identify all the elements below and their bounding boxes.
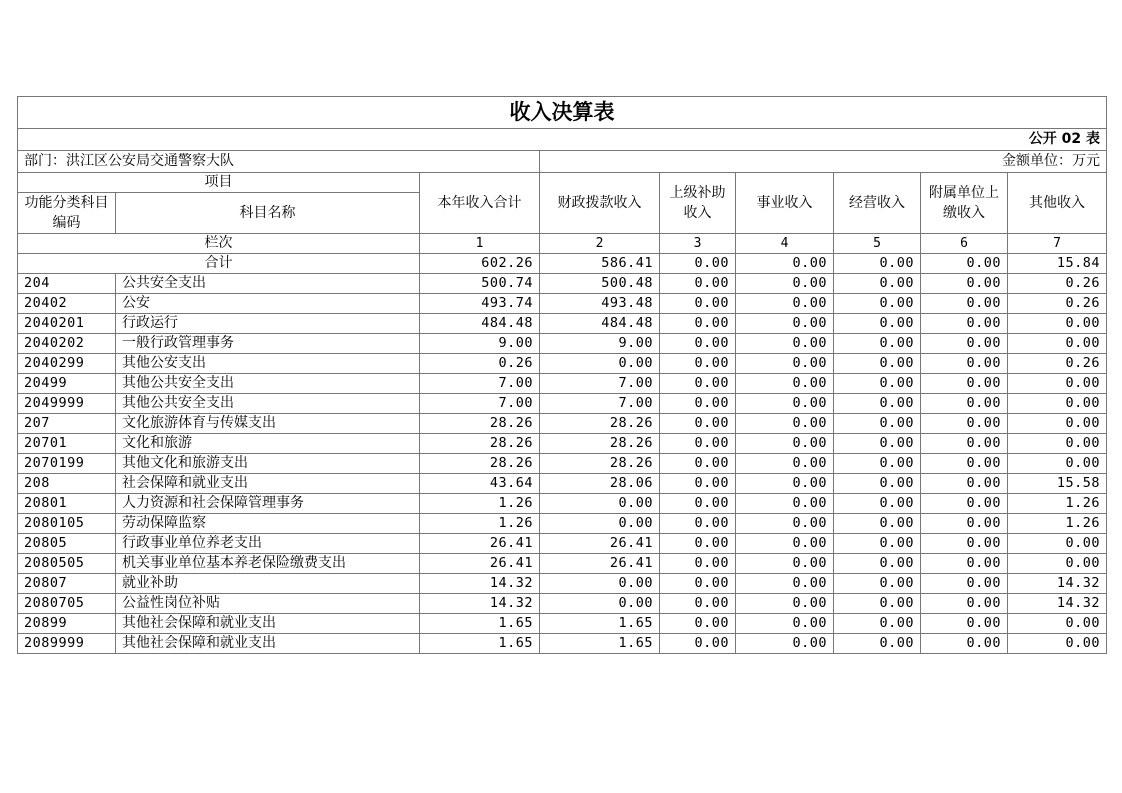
- amount-cell: 43.64: [420, 474, 540, 494]
- amount-cell: 0.00: [834, 374, 921, 394]
- amount-cell: 0.00: [834, 514, 921, 534]
- amount-cell: 7.00: [420, 394, 540, 414]
- amount-cell: 0.00: [834, 334, 921, 354]
- amount-cell: 0.00: [921, 274, 1008, 294]
- amount-cell: 0.26: [1008, 274, 1107, 294]
- amount-cell: 0.00: [736, 314, 834, 334]
- amount-cell: 0.00: [921, 614, 1008, 634]
- amount-cell: 0.00: [1008, 394, 1107, 414]
- table-row: [18, 514, 1107, 534]
- amount-cell: 0.00: [736, 294, 834, 314]
- amount-cell: 0.00: [834, 494, 921, 514]
- subject-name: 行政运行: [116, 314, 420, 334]
- amount-cell: 26.41: [420, 554, 540, 574]
- subject-name: 行政事业单位养老支出: [116, 534, 420, 554]
- amount-cell: 0.00: [1008, 334, 1107, 354]
- amount-cell: 0.00: [736, 434, 834, 454]
- amount-cell: 0.00: [921, 454, 1008, 474]
- table-row: [18, 394, 1107, 414]
- amount-cell: 0.00: [834, 274, 921, 294]
- amount-cell: 0.00: [540, 594, 660, 614]
- column-number: 3: [660, 234, 736, 254]
- amount-cell: 0.00: [1008, 614, 1107, 634]
- table-row: [18, 354, 1107, 374]
- subject-name: 一般行政管理事务: [116, 334, 420, 354]
- subject-name: 其他文化和旅游支出: [116, 454, 420, 474]
- subject-code: 2070199: [18, 454, 116, 474]
- total-row: [18, 254, 1107, 274]
- column-number: 4: [736, 234, 834, 254]
- column-number: 5: [834, 234, 921, 254]
- amount-cell: 0.00: [736, 614, 834, 634]
- subject-code: 20499: [18, 374, 116, 394]
- amount-cell: 0.00: [921, 494, 1008, 514]
- header-other-income: 其他收入: [1008, 173, 1107, 234]
- table-row: [18, 314, 1107, 334]
- header-total-income: 本年收入合计: [420, 173, 540, 234]
- total-label: 合计: [18, 254, 420, 274]
- amount-cell: 0.00: [921, 634, 1008, 654]
- amount-cell: 28.26: [540, 454, 660, 474]
- total-value: 0.00: [736, 254, 834, 274]
- header-fiscal-appropriation: 财政拨款收入: [540, 173, 660, 234]
- amount-cell: 0.00: [921, 474, 1008, 494]
- header-superior-subsidy: 上级补助收入: [660, 173, 736, 234]
- amount-cell: 14.32: [1008, 594, 1107, 614]
- amount-cell: 0.00: [736, 534, 834, 554]
- table-row: [18, 294, 1107, 314]
- amount-cell: 484.48: [540, 314, 660, 334]
- amount-cell: 0.00: [1008, 414, 1107, 434]
- amount-cell: 7.00: [540, 394, 660, 414]
- amount-cell: 0.00: [736, 594, 834, 614]
- amount-cell: 0.00: [921, 594, 1008, 614]
- table-row: [18, 414, 1107, 434]
- amount-cell: 0.00: [660, 614, 736, 634]
- header-subject-name: 科目名称: [116, 193, 420, 234]
- subject-name: 就业补助: [116, 574, 420, 594]
- amount-cell: 0.00: [736, 354, 834, 374]
- amount-cell: 1.65: [540, 614, 660, 634]
- amount-cell: 0.00: [540, 514, 660, 534]
- amount-cell: 15.58: [1008, 474, 1107, 494]
- column-number: 7: [1008, 234, 1107, 254]
- income-table: [17, 96, 1107, 654]
- table-row: [18, 594, 1107, 614]
- unit-label: 金额单位：万元: [540, 151, 1107, 173]
- amount-cell: 0.00: [1008, 374, 1107, 394]
- column-number-label: 栏次: [18, 234, 420, 254]
- amount-cell: 0.00: [921, 534, 1008, 554]
- amount-cell: 0.26: [1008, 354, 1107, 374]
- amount-cell: 0.00: [736, 454, 834, 474]
- amount-cell: 0.00: [660, 374, 736, 394]
- amount-cell: 0.00: [660, 634, 736, 654]
- subject-code: 207: [18, 414, 116, 434]
- table-row: [18, 434, 1107, 454]
- amount-cell: 0.00: [1008, 554, 1107, 574]
- amount-cell: 0.00: [660, 594, 736, 614]
- amount-cell: 0.00: [736, 414, 834, 434]
- subject-code: 20701: [18, 434, 116, 454]
- subject-code: 2049999: [18, 394, 116, 414]
- subject-code: 2080105: [18, 514, 116, 534]
- column-number: 6: [921, 234, 1008, 254]
- amount-cell: 28.26: [540, 434, 660, 454]
- subject-name: 其他社会保障和就业支出: [116, 614, 420, 634]
- table-row: [18, 534, 1107, 554]
- amount-cell: 0.00: [921, 514, 1008, 534]
- income-statement-sheet: [17, 96, 1106, 654]
- subject-name: 文化旅游体育与传媒支出: [116, 414, 420, 434]
- subject-name: 其他公共安全支出: [116, 394, 420, 414]
- total-value: 0.00: [834, 254, 921, 274]
- amount-cell: 1.26: [1008, 494, 1107, 514]
- amount-cell: 0.00: [540, 494, 660, 514]
- amount-cell: 0.00: [834, 394, 921, 414]
- table-row: [18, 334, 1107, 354]
- amount-cell: 0.26: [420, 354, 540, 374]
- amount-cell: 0.00: [834, 574, 921, 594]
- amount-cell: 1.26: [420, 494, 540, 514]
- amount-cell: 1.26: [420, 514, 540, 534]
- subject-name: 文化和旅游: [116, 434, 420, 454]
- header-business-income: 事业收入: [736, 173, 834, 234]
- amount-cell: 0.00: [834, 534, 921, 554]
- amount-cell: 500.74: [420, 274, 540, 294]
- subject-code: 2080705: [18, 594, 116, 614]
- subject-code: 2080505: [18, 554, 116, 574]
- subject-code: 20805: [18, 534, 116, 554]
- amount-cell: 0.00: [736, 334, 834, 354]
- amount-cell: 0.00: [660, 314, 736, 334]
- amount-cell: 500.48: [540, 274, 660, 294]
- total-value: 15.84: [1008, 254, 1107, 274]
- amount-cell: 0.00: [1008, 454, 1107, 474]
- amount-cell: 0.00: [660, 294, 736, 314]
- subject-name: 公安: [116, 294, 420, 314]
- amount-cell: 0.00: [834, 594, 921, 614]
- amount-cell: 0.00: [736, 574, 834, 594]
- amount-cell: 0.00: [540, 574, 660, 594]
- table-row: [18, 494, 1107, 514]
- amount-cell: 0.00: [660, 394, 736, 414]
- total-value: 0.00: [921, 254, 1008, 274]
- amount-cell: 28.26: [420, 434, 540, 454]
- column-number: 1: [420, 234, 540, 254]
- amount-cell: 0.00: [736, 374, 834, 394]
- amount-cell: 0.00: [660, 354, 736, 374]
- amount-cell: 0.00: [834, 294, 921, 314]
- amount-cell: 1.65: [420, 634, 540, 654]
- amount-cell: 0.00: [660, 534, 736, 554]
- subject-name: 其他公安支出: [116, 354, 420, 374]
- amount-cell: 484.48: [420, 314, 540, 334]
- header-affiliated-income: 附属单位上缴收入: [921, 173, 1008, 234]
- amount-cell: 1.65: [540, 634, 660, 654]
- amount-cell: 0.00: [921, 294, 1008, 314]
- department-label: 部门：洪江区公安局交通警察大队: [18, 151, 540, 173]
- amount-cell: 0.00: [660, 274, 736, 294]
- amount-cell: 0.00: [834, 454, 921, 474]
- subject-code: 20801: [18, 494, 116, 514]
- amount-cell: 0.00: [834, 614, 921, 634]
- subject-code: 20899: [18, 614, 116, 634]
- subject-name: 人力资源和社会保障管理事务: [116, 494, 420, 514]
- amount-cell: 14.32: [420, 574, 540, 594]
- amount-cell: 0.00: [921, 354, 1008, 374]
- amount-cell: 0.00: [834, 634, 921, 654]
- subject-name: 社会保障和就业支出: [116, 474, 420, 494]
- amount-cell: 0.00: [1008, 634, 1107, 654]
- amount-cell: 14.32: [420, 594, 540, 614]
- amount-cell: 0.00: [834, 434, 921, 454]
- amount-cell: 0.00: [736, 274, 834, 294]
- column-number: 2: [540, 234, 660, 254]
- amount-cell: 0.00: [660, 574, 736, 594]
- amount-cell: 28.06: [540, 474, 660, 494]
- subject-name: 劳动保障监察: [116, 514, 420, 534]
- amount-cell: 0.00: [660, 334, 736, 354]
- table-row: [18, 574, 1107, 594]
- table-row: [18, 454, 1107, 474]
- amount-cell: 0.00: [921, 434, 1008, 454]
- subject-name: 其他公共安全支出: [116, 374, 420, 394]
- amount-cell: 0.00: [1008, 434, 1107, 454]
- amount-cell: 0.00: [921, 334, 1008, 354]
- subject-code: 2089999: [18, 634, 116, 654]
- amount-cell: 0.00: [1008, 314, 1107, 334]
- header-item: 项目: [18, 173, 420, 193]
- subject-name: 机关事业单位基本养老保险缴费支出: [116, 554, 420, 574]
- table-row: [18, 554, 1107, 574]
- subject-name: 公益性岗位补贴: [116, 594, 420, 614]
- amount-cell: 0.00: [660, 454, 736, 474]
- amount-cell: 0.00: [921, 554, 1008, 574]
- amount-cell: 0.00: [834, 474, 921, 494]
- amount-cell: 7.00: [540, 374, 660, 394]
- amount-cell: 26.41: [540, 554, 660, 574]
- amount-cell: 0.00: [921, 394, 1008, 414]
- amount-cell: 26.41: [420, 534, 540, 554]
- amount-cell: 0.00: [834, 554, 921, 574]
- amount-cell: 28.26: [420, 414, 540, 434]
- amount-cell: 0.26: [1008, 294, 1107, 314]
- amount-cell: 0.00: [660, 414, 736, 434]
- amount-cell: 0.00: [660, 494, 736, 514]
- amount-cell: 28.26: [540, 414, 660, 434]
- table-row: [18, 274, 1107, 294]
- table-row: [18, 374, 1107, 394]
- amount-cell: 7.00: [420, 374, 540, 394]
- amount-cell: 0.00: [736, 494, 834, 514]
- table-row: [18, 634, 1107, 654]
- subject-code: 2040202: [18, 334, 116, 354]
- amount-cell: 493.74: [420, 294, 540, 314]
- amount-cell: 1.65: [420, 614, 540, 634]
- amount-cell: 9.00: [540, 334, 660, 354]
- subject-code: 204: [18, 274, 116, 294]
- total-value: 0.00: [660, 254, 736, 274]
- total-value: 602.26: [420, 254, 540, 274]
- subject-code: 20807: [18, 574, 116, 594]
- amount-cell: 0.00: [921, 574, 1008, 594]
- table-row: [18, 474, 1107, 494]
- subject-code: 2040201: [18, 314, 116, 334]
- amount-cell: 0.00: [921, 374, 1008, 394]
- total-value: 586.41: [540, 254, 660, 274]
- header-operating-income: 经营收入: [834, 173, 921, 234]
- amount-cell: 0.00: [660, 474, 736, 494]
- amount-cell: 14.32: [1008, 574, 1107, 594]
- amount-cell: 0.00: [660, 514, 736, 534]
- amount-cell: 0.00: [736, 554, 834, 574]
- amount-cell: 0.00: [540, 354, 660, 374]
- amount-cell: 0.00: [834, 354, 921, 374]
- subject-code: 20402: [18, 294, 116, 314]
- amount-cell: 0.00: [660, 554, 736, 574]
- amount-cell: 0.00: [736, 634, 834, 654]
- page-title: 收入决算表: [18, 97, 1107, 129]
- header-func-code: 功能分类科目编码: [18, 193, 116, 234]
- form-number: 公开 02 表: [18, 129, 1107, 151]
- amount-cell: 0.00: [834, 414, 921, 434]
- amount-cell: 0.00: [1008, 534, 1107, 554]
- subject-code: 208: [18, 474, 116, 494]
- amount-cell: 0.00: [921, 314, 1008, 334]
- amount-cell: 0.00: [921, 414, 1008, 434]
- amount-cell: 0.00: [736, 394, 834, 414]
- amount-cell: 26.41: [540, 534, 660, 554]
- subject-name: 公共安全支出: [116, 274, 420, 294]
- amount-cell: 0.00: [660, 434, 736, 454]
- amount-cell: 9.00: [420, 334, 540, 354]
- subject-name: 其他社会保障和就业支出: [116, 634, 420, 654]
- amount-cell: 0.00: [736, 514, 834, 534]
- amount-cell: 0.00: [736, 474, 834, 494]
- table-row: [18, 614, 1107, 634]
- amount-cell: 0.00: [834, 314, 921, 334]
- subject-code: 2040299: [18, 354, 116, 374]
- amount-cell: 493.48: [540, 294, 660, 314]
- amount-cell: 28.26: [420, 454, 540, 474]
- amount-cell: 1.26: [1008, 514, 1107, 534]
